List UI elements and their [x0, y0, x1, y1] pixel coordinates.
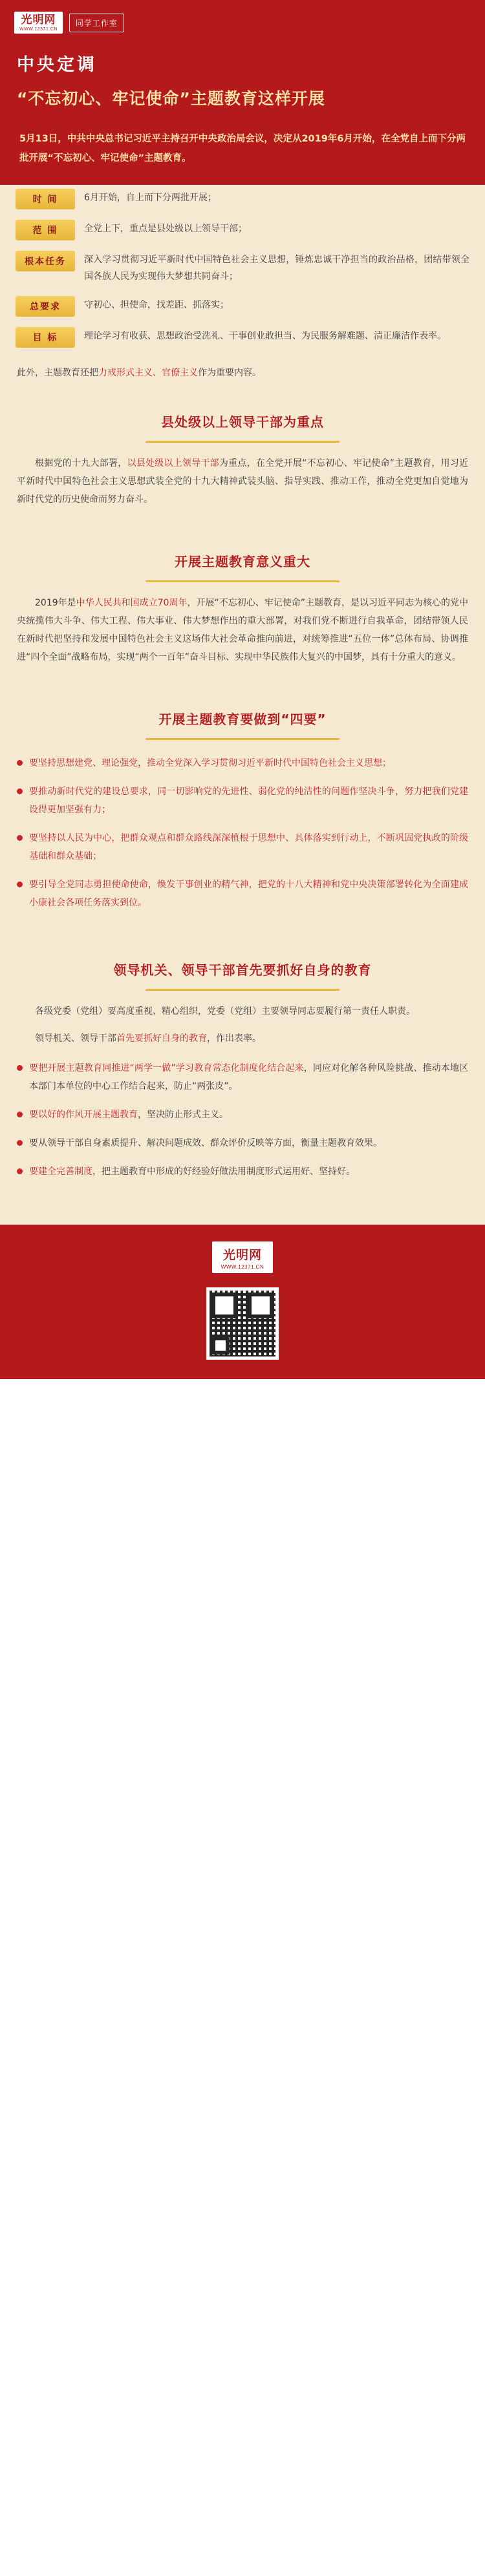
footer-logo[interactable]: [212, 1241, 273, 1273]
bullet-lead: 要从领导干部自身素质提升、解决问题成效、群众评价反映等方面，衡量主题教育效果。: [29, 1137, 382, 1148]
spacer: [0, 518, 485, 534]
spacer: [0, 926, 485, 943]
text-run: ，作出表率。: [207, 1033, 261, 1044]
list-item: [17, 1163, 468, 1181]
list-item: [16, 189, 469, 209]
bullet-lead: 要推动新时代党的建设总要求: [29, 786, 148, 797]
lead-paragraph: [0, 116, 485, 185]
title-block: [0, 34, 485, 116]
leadership-intro-1: 各级党委（党组）要高度重视、精心组织，党委（党组）主要领导同志要履行第一责任人职责。: [35, 1006, 415, 1017]
section-heading-text: 领导机关、领导干部首先要抓好自身的教育: [113, 962, 372, 978]
section-heading-2: [0, 551, 485, 574]
site-logo[interactable]: [14, 12, 63, 34]
bullet-dot-icon: [17, 1065, 23, 1071]
list-item: [17, 1106, 468, 1124]
note-suffix: 作为重要内容。: [198, 368, 261, 379]
page-body: [0, 185, 485, 1224]
spacer: [0, 675, 485, 692]
bullet-rest: ，同一切影响党的先进性、弱化党的纯洁性的问题作坚决斗争，努力把我们党建设得更加坚强有力；: [29, 786, 468, 815]
bullet-dot-icon: [17, 882, 23, 887]
leadership-intro-2: [0, 1029, 485, 1048]
bullet-body: [29, 1106, 468, 1124]
bullet-lead: 要把开展主题教育同推进“两学一做”学习教育常态化制度化结合起来: [29, 1062, 304, 1073]
bullet-body: [29, 783, 468, 819]
bullet-rest: ，把群众观点和群众路线深深植根于思想中、具体落实到行动上，不断巩固党执政的阶级基础和群众基础；: [29, 832, 469, 861]
list-item: [17, 876, 468, 912]
text-run: 领导机关、领导干部: [35, 1033, 116, 1044]
bullet-dot-icon: [17, 835, 23, 841]
bullet-rest: ，坚决防止形式主义。: [138, 1109, 228, 1120]
fact-text: 深入学习贯彻习近平新时代中国特色社会主义思想，锤炼忠诚干净担当的政治品格，团结带领全国各族人民为实现伟大梦想共同奋斗；: [84, 255, 469, 282]
footer-logo-url: WWW.12371.CN: [221, 1263, 264, 1270]
bullet-lead: 要建全完善制度: [29, 1166, 92, 1177]
heading-underline: [146, 580, 339, 582]
key-facts-list: [0, 185, 485, 362]
qr-finder-bottom-left: [211, 1336, 230, 1355]
leadership-list: [0, 1057, 485, 1195]
bullet-body: [29, 876, 468, 912]
text-run: 2019年是: [35, 597, 76, 608]
section-2-paragraph: [0, 594, 485, 666]
bullet-rest: ，同应对化解各种风险挑战、推动本地区本部门本单位的中心工作结合起来，防止“两张皮”。: [29, 1062, 468, 1092]
page-subtitle: “不忘初心、牢记使命”主题教育这样开展: [17, 89, 325, 108]
four-musts-list: [0, 752, 485, 926]
lead-text: 5月13日，中共中央总书记习近平主持召开中央政治局会议，决定从2019年6月开始，在全党自上而下分两批开展“不忘初心、牢记使命”主题教育。: [19, 134, 466, 164]
studio-badge: 同学工作室: [69, 14, 124, 32]
fact-text: 全党上下，重点是县处级以上领导干部；: [84, 224, 247, 235]
qr-code-image: [210, 1291, 275, 1357]
bullet-dot-icon: [17, 1168, 23, 1174]
section-heading-3: [0, 709, 485, 732]
list-item: [17, 829, 468, 865]
bullet-lead: 要坚持思想建党、理论强党: [29, 757, 138, 768]
bullet-body: [29, 829, 468, 865]
qr-code[interactable]: [206, 1287, 279, 1360]
fact-label: 总要求: [16, 296, 75, 317]
spacer: [0, 1195, 485, 1212]
bullet-rest: ，焕发干事创业的精气神，把党的十八大精神和党中央决策部署转化为全面建成小康社会各项任务落实到位。: [29, 879, 468, 908]
text-run: 根据党的十九大部署，: [35, 458, 127, 469]
bullet-dot-icon: [17, 760, 23, 766]
bullet-body: [29, 754, 468, 772]
section-heading-text: 县处级以上领导干部为重点: [161, 414, 324, 430]
text-run: ，开展“不忘初心、牢记使命”主题教育，是以习近平同志为核心的党中央统揽伟大斗争、伟大工程、伟大事业、伟大梦想作出的重大部署，对我们党不断进行自我革命，团结带领人民在新时代把坚持和发展中国特色社会主义这场伟大社会革命推向前进，对统筹推进“五位一体”总体布局、协调推进“四个全面”战略布局，实现“两个一百年”奋斗目标、实现中华民族伟大复兴的中国梦，具有十分重大的意义。: [17, 597, 468, 662]
text-run-highlight: 以县处级以上领导干部: [127, 458, 219, 469]
fact-text: 6月开始，自上而下分两批开展；: [84, 193, 217, 204]
list-item: [16, 220, 469, 240]
bullet-dot-icon: [17, 788, 23, 794]
heading-underline: [146, 989, 339, 991]
bullet-body: [29, 1134, 468, 1152]
list-item: [17, 1134, 468, 1152]
page-footer: [0, 1225, 485, 1379]
bullet-dot-icon: [17, 1140, 23, 1146]
note-highlight: 力戒形式主义、官僚主义: [98, 368, 198, 379]
heading-underline: [146, 441, 339, 443]
fact-label: 范 围: [16, 220, 75, 240]
bullet-dot-icon: [17, 1112, 23, 1117]
fact-text: 守初心、担使命，找差距、抓落实；: [84, 300, 229, 311]
extra-note: [0, 362, 485, 395]
page-header: [0, 0, 485, 34]
bullet-rest: ，把主题教育中形成的好经验好做法用制度形式运用好、坚持好。: [92, 1166, 355, 1177]
fact-label: 时 间: [16, 189, 75, 209]
section-heading-text: 开展主题教育意义重大: [175, 553, 310, 569]
list-item: [17, 1059, 468, 1095]
bullet-body: [29, 1059, 468, 1095]
page-title: 中央定调: [17, 55, 97, 75]
site-logo-text: 光明网: [21, 14, 56, 26]
brand-row: [14, 12, 471, 34]
text-run: 为重点，在全党开展“不忘初心、牢记使命”主题教育，用习近平新时代中国特色社会主义思想武装全党的十九大精神武装头脑、指导实践、推动工作，推动全党更加自觉地为新时代党的历史使命而努力奋斗。: [17, 458, 469, 505]
footer-logo-text: 光明网: [222, 1247, 262, 1262]
text-run-highlight: 中华人民共和国成立70周年: [76, 597, 188, 608]
bullet-rest: ，推动全党深入学习贯彻习近平新时代中国特色社会主义思想；: [138, 757, 391, 768]
list-item: [16, 296, 469, 317]
heading-underline: [146, 738, 339, 740]
fact-label: 根本任务: [16, 251, 75, 271]
site-logo-url: WWW.12371.CN: [19, 27, 58, 32]
bullet-body: [29, 1163, 468, 1181]
list-item: [17, 754, 468, 772]
fact-text: 理论学习有收获、思想政治受洗礼、干事创业敢担当、为民服务解难题、清正廉洁作表率。: [84, 331, 446, 342]
fact-label: 目 标: [16, 327, 75, 348]
list-item: [16, 251, 469, 286]
section-heading-text: 开展主题教育要做到“四要”: [158, 711, 327, 727]
text-run-highlight: 首先要抓好自身的教育: [116, 1033, 207, 1044]
bullet-lead: 要以好的作风开展主题教育: [29, 1109, 138, 1120]
list-item: [17, 783, 468, 819]
list-item: [16, 327, 469, 348]
note-prefix: 此外，主题教育还把: [17, 368, 98, 379]
bullet-lead: 要坚持以人民为中心: [29, 832, 112, 843]
section-heading-1: [0, 412, 485, 434]
section-1-paragraph: [0, 454, 485, 509]
bullet-lead: 要引导全党同志勇担使命使命: [29, 879, 148, 890]
section-heading-4: [0, 960, 485, 982]
